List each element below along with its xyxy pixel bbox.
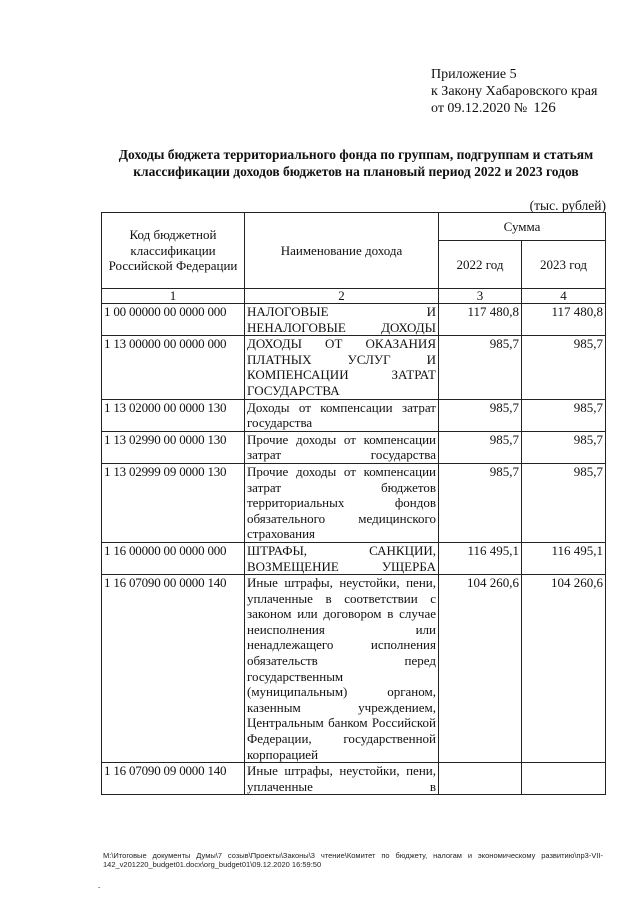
title-line-2: классификации доходов бюджетов на плановый период 2022 и 2023 годов [133,164,579,179]
row-code: 1 13 02000 00 0000 130 [102,399,245,431]
row-amount-2022: 985,7 [439,336,522,399]
table-row [102,575,606,763]
units-label: (тыс. рублей) [529,198,606,213]
row-name: Прочие доходы от компенсации затрат государства [245,431,439,463]
row-name: ДОХОДЫ ОТ ОКАЗАНИЯ ПЛАТНЫХ УСЛУГ И КОМПЕНСАЦИИ ЗАТРАТ ГОСУДАРСТВА [245,336,439,399]
column-number-1: 1 [102,289,245,304]
row-code: 1 13 02990 00 0000 130 [102,431,245,463]
header-name: Наименование дохода [245,213,439,289]
column-number-4: 4 [522,289,606,304]
row-amount-2023: 117 480,8 [522,304,606,336]
row-amount-2023: 985,7 [522,431,606,463]
table-row [102,304,606,336]
row-amount-2022: 985,7 [439,431,522,463]
row-amount-2023 [522,763,606,795]
table-row [102,763,606,795]
row-name: ШТРАФЫ, САНКЦИИ, ВОЗМЕЩЕНИЕ УЩЕРБА [245,542,439,574]
annex-line-1: Приложение 5 [431,67,517,82]
row-amount-2023: 116 495,1 [522,542,606,574]
row-amount-2022: 117 480,8 [439,304,522,336]
row-amount-2023: 985,7 [522,399,606,431]
row-amount-2022: 104 260,6 [439,575,522,763]
row-code: 1 16 07090 00 0000 140 [102,575,245,763]
revenue-table [101,212,606,795]
row-amount-2022: 116 495,1 [439,542,522,574]
header-sum: Сумма [439,213,606,241]
table-row [102,463,606,542]
title-line-1: Доходы бюджета территориального фонда по группам, подгруппам и статьям [118,147,594,162]
table-row [102,336,606,399]
row-amount-2023: 985,7 [522,336,606,399]
table-row [102,399,606,431]
column-number-2: 2 [245,289,439,304]
law-number: 126 [533,100,556,116]
header-year-2023: 2023 год [522,241,606,289]
row-code: 1 13 00000 00 0000 000 [102,336,245,399]
column-number-3: 3 [439,289,522,304]
annex-line-3 [431,100,611,117]
row-amount-2022: 985,7 [439,463,522,542]
row-code: 1 00 00000 00 0000 000 [102,304,245,336]
row-code: 1 16 00000 00 0000 000 [102,542,245,574]
row-name: Иные штрафы, неустойки, пени, уплаченные в соответствии с законом или договором в случае неисполнения или ненадлежащего исполнения обязательств перед государственным (муниципальным) органом, казенным учреждением, Центральным банком Российской Федерации, государственной корпорацией [245,575,439,763]
annex-header [431,66,611,117]
header-year-2022: 2022 год [439,241,522,289]
row-amount-2022 [439,763,522,795]
row-name: Доходы от компенсации затрат государства [245,399,439,431]
annex-line-2: к Закону Хабаровского края [431,84,598,99]
document-title [100,146,612,180]
row-amount-2023: 985,7 [522,463,606,542]
row-code: 1 16 07090 09 0000 140 [102,763,245,795]
table-row [102,431,606,463]
row-name: Иные штрафы, неустойки, пени, уплаченные в [245,763,439,795]
row-amount-2023: 104 260,6 [522,575,606,763]
annex-date: от 09.12.2020 № [431,101,528,116]
row-name: Прочие доходы от компенсации затрат бюджетов территориальных фондов обязательного медицинского страхования [245,463,439,542]
table-row [102,542,606,574]
footer-mark: - [98,883,101,891]
row-name: НАЛОГОВЫЕ И НЕНАЛОГОВЫЕ ДОХОДЫ [245,304,439,336]
row-code: 1 13 02999 09 0000 130 [102,463,245,542]
file-path-footer: М:\Итоговые документы Думы\7 созыв\Проекты\Законы\3 чтение\Комитет по бюджету, налогам и экономическому развитию\пр3-VII-142_v201220_budget01.docx\org_budget01\09.12.2020 16:59:50 [103,851,603,869]
header-code: Код бюджетной классификации Российской Федерации [102,213,245,289]
row-amount-2022: 985,7 [439,399,522,431]
